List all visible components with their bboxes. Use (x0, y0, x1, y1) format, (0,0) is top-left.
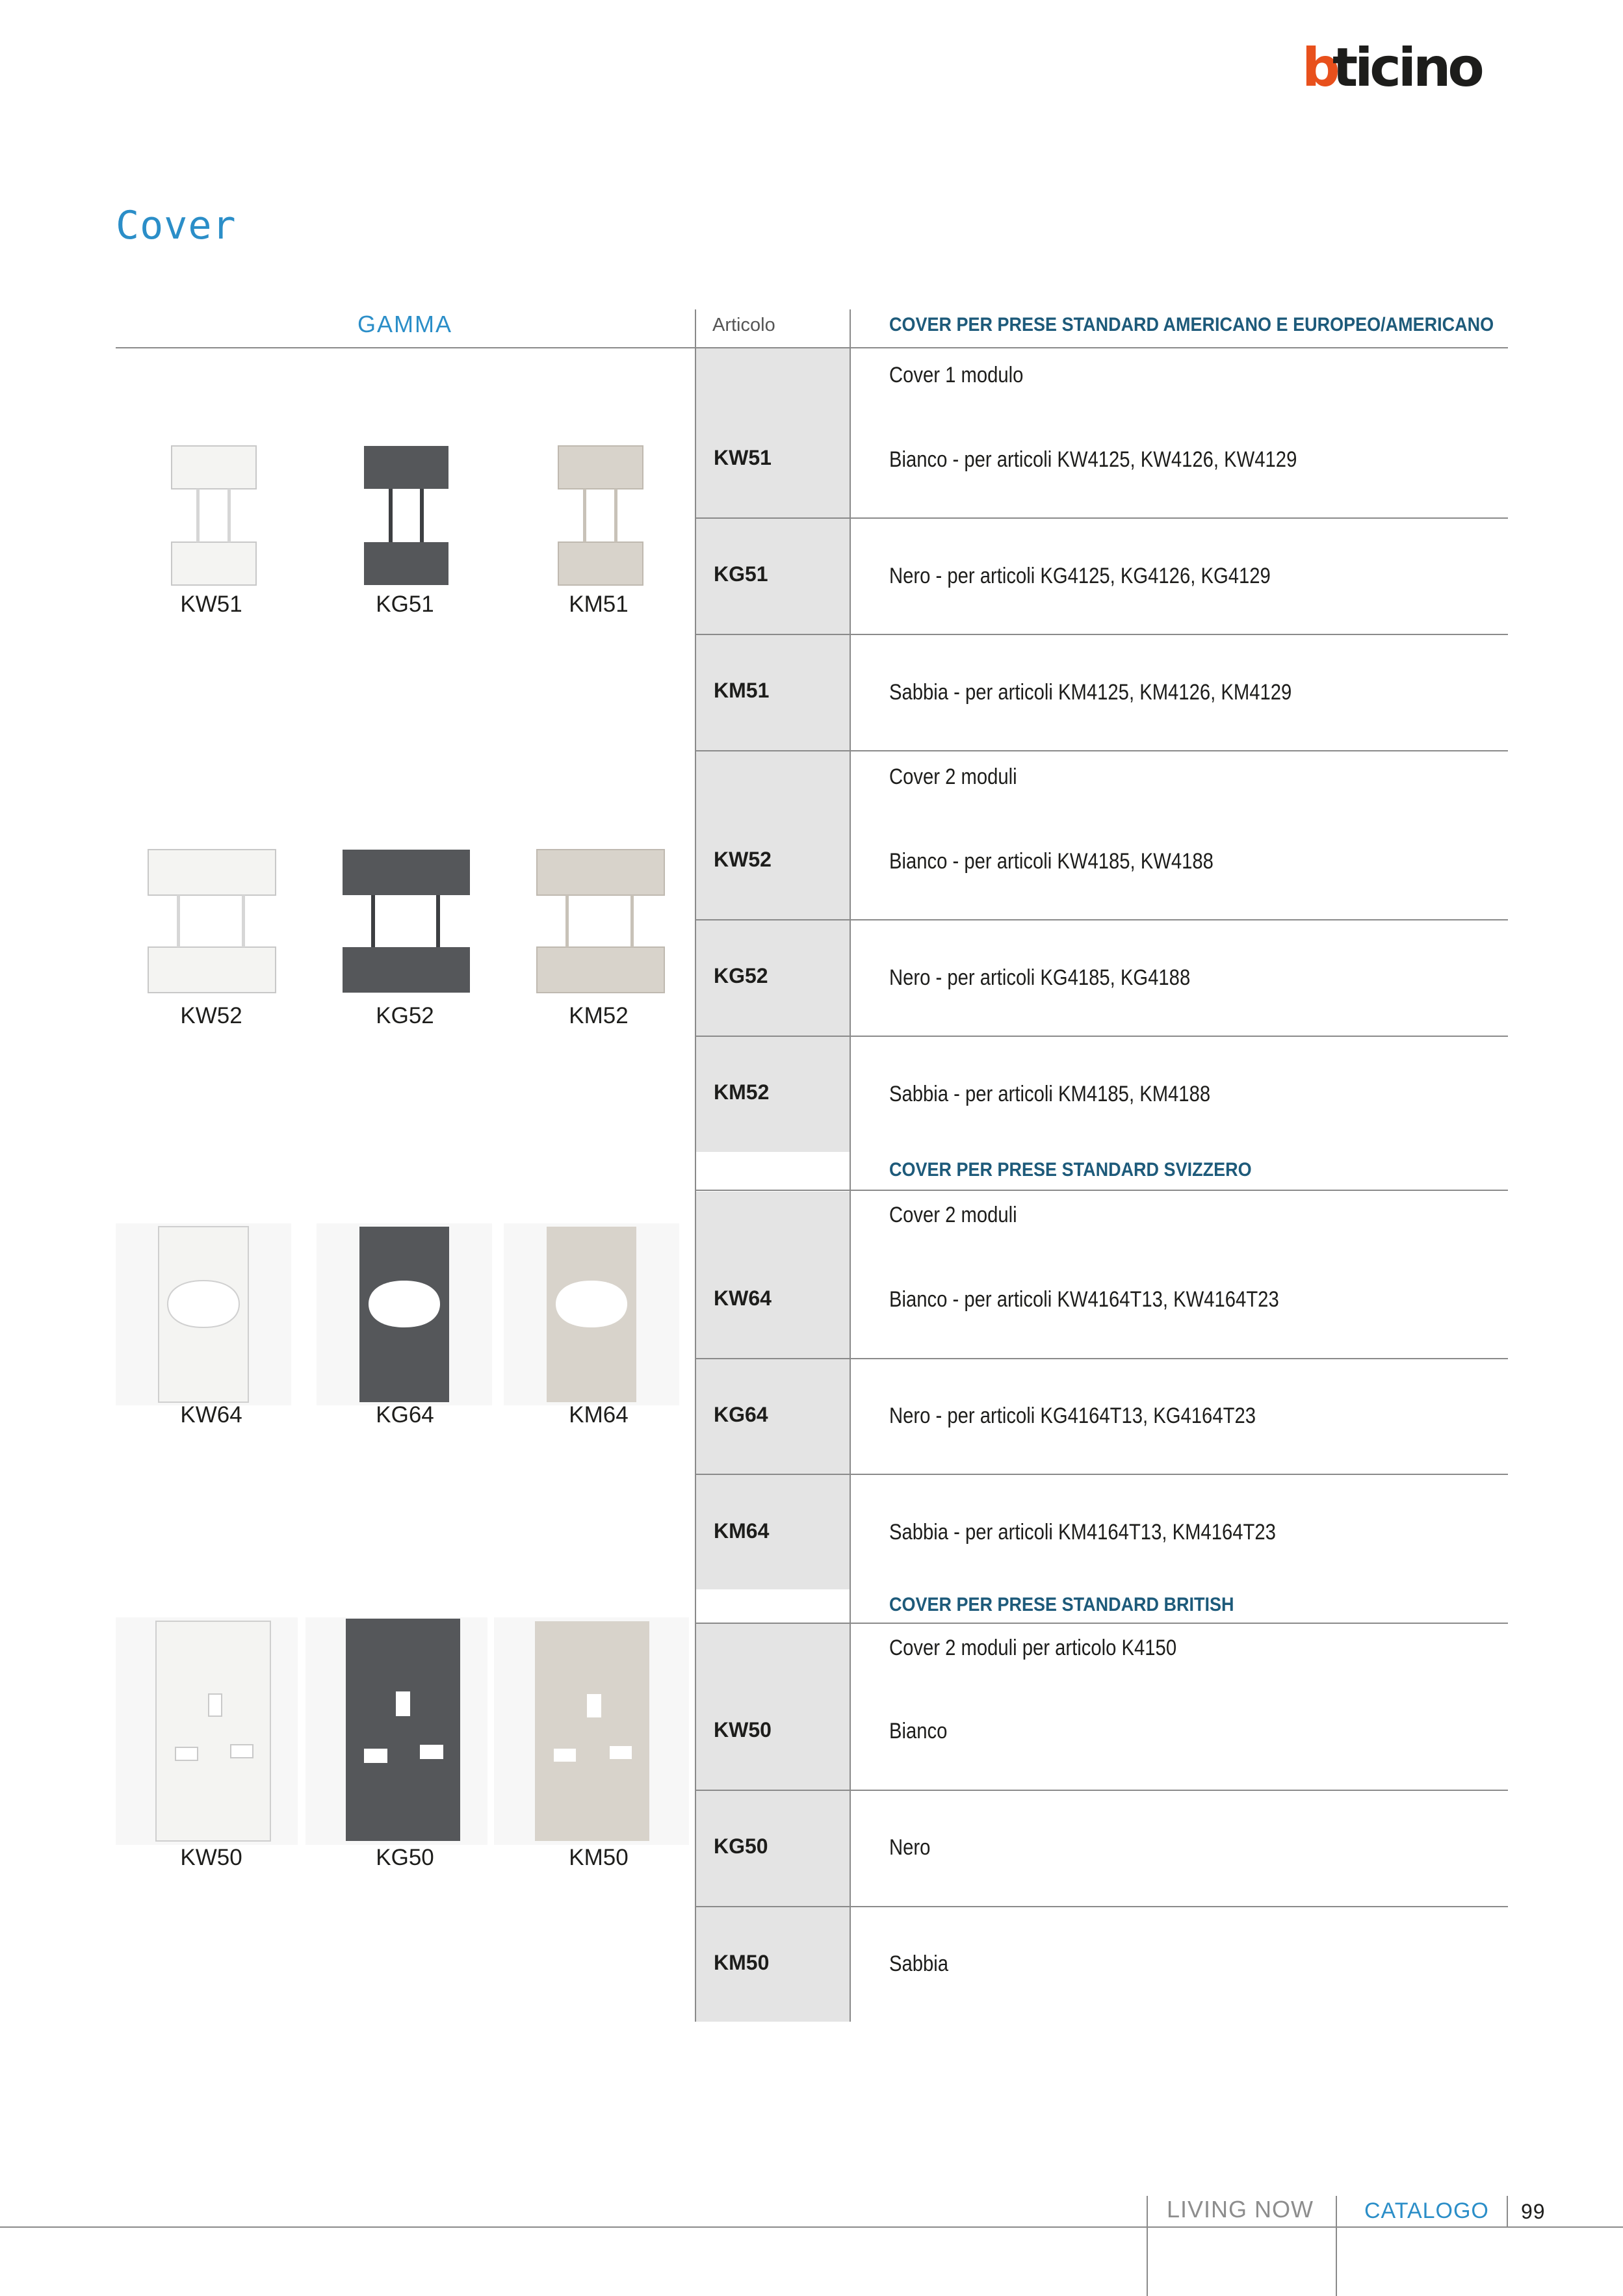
cover-kw52-image (147, 848, 277, 994)
article-description: Nero - per articoli KG4125, KG4126, KG4129 (889, 564, 1271, 588)
article-code: KW52 (714, 848, 772, 871)
gallery-label: KG51 (376, 592, 434, 617)
section-title-svizzero: COVER PER PRESE STANDARD SVIZZERO (889, 1159, 1252, 1181)
svg-text:b: b (1302, 46, 1337, 94)
footer-catalog: CATALOGO (1364, 2198, 1489, 2223)
gallery-label: KW50 (180, 1845, 242, 1870)
footer-divider (1336, 2196, 1337, 2296)
article-code: KW64 (714, 1286, 772, 1310)
cover-kg51-image (363, 445, 450, 586)
cover-kg50-image (305, 1617, 487, 1845)
article-description: Bianco - per articoli KW4164T13, KW4164T23 (889, 1287, 1279, 1312)
row-separator (696, 634, 1508, 635)
gallery-label: KM51 (569, 592, 629, 617)
subtitle-cover-2-moduli: Cover 2 moduli (889, 1203, 1017, 1227)
subtitle-cover-1-modulo: Cover 1 modulo (889, 363, 1024, 387)
row-separator (696, 1190, 1508, 1191)
cover-km51-image (557, 445, 644, 586)
article-code: KG50 (714, 1834, 768, 1858)
gallery-label: KG64 (376, 1402, 434, 1428)
page-title: Cover (116, 203, 237, 248)
section-title-british: COVER PER PRESE STANDARD BRITISH (889, 1594, 1234, 1615)
article-description: Nero - per articoli KG4164T13, KG4164T23 (889, 1403, 1256, 1428)
gallery-label: KM64 (569, 1402, 629, 1428)
gallery-label: KW52 (180, 1003, 242, 1028)
article-description: Bianco - per articoli KW4185, KW4188 (889, 849, 1214, 874)
row-separator (696, 750, 1508, 751)
subtitle-cover-2-moduli: Cover 2 moduli (889, 764, 1017, 789)
svg-text:ticino: ticino (1332, 46, 1481, 94)
gamma-header: GAMMA (357, 311, 452, 337)
row-separator (696, 919, 1508, 920)
row-separator (696, 517, 1508, 519)
cover-km52-image (536, 848, 666, 994)
section-title-americano: COVER PER PRESE STANDARD AMERICANO E EUROPEO/AMERICANO (889, 314, 1494, 335)
row-separator (696, 1474, 1508, 1475)
article-code: KM64 (714, 1519, 770, 1543)
footer-rule (0, 2226, 1623, 2228)
article-description: Bianco - per articoli KW4125, KW4126, KW4129 (889, 447, 1297, 472)
article-description: Sabbia (889, 1951, 949, 1976)
article-code: KM50 (714, 1951, 770, 1974)
bticino-logo (1302, 46, 1510, 94)
cover-km50-image (494, 1617, 689, 1845)
article-code: KW51 (714, 446, 772, 469)
footer-divider (1507, 2196, 1508, 2226)
article-code: KM51 (714, 679, 770, 702)
column-divider-left (695, 309, 696, 2022)
cover-kw51-image (170, 445, 257, 586)
article-code: KW50 (714, 1718, 772, 1742)
articolo-header: Articolo (712, 315, 775, 335)
gallery-label: KG52 (376, 1003, 434, 1028)
gallery-label: KW51 (180, 592, 242, 617)
cover-km64-image (504, 1223, 679, 1405)
column-divider-right (850, 309, 851, 2022)
page-number: 99 (1521, 2200, 1546, 2223)
gallery-label: KW64 (180, 1402, 242, 1428)
article-code: KM52 (714, 1080, 770, 1104)
row-separator (696, 1358, 1508, 1359)
article-description: Sabbia - per articoli KM4164T13, KM4164T23 (889, 1520, 1276, 1545)
footer-series: LIVING NOW (1167, 2196, 1314, 2223)
article-description: Nero (889, 1835, 931, 1860)
gallery-label: KG50 (376, 1845, 434, 1870)
row-separator (696, 1906, 1508, 1907)
cover-kw64-image (116, 1223, 291, 1405)
gallery-label: KM50 (569, 1845, 629, 1870)
article-description: Nero - per articoli KG4185, KG4188 (889, 965, 1191, 990)
article-code: KG64 (714, 1403, 768, 1426)
article-description: Bianco (889, 1719, 948, 1743)
row-separator (696, 1036, 1508, 1037)
article-code: KG51 (714, 562, 768, 586)
cover-kg64-image (317, 1223, 492, 1405)
cover-kw50-image (116, 1617, 298, 1845)
footer-divider (1147, 2196, 1148, 2296)
article-description: Sabbia - per articoli KM4185, KM4188 (889, 1082, 1211, 1106)
gallery-label: KM52 (569, 1003, 629, 1028)
article-code: KG52 (714, 964, 768, 987)
row-separator (696, 1623, 1508, 1624)
row-separator (696, 1790, 1508, 1791)
cover-kg52-image (341, 848, 471, 994)
article-description: Sabbia - per articoli KM4125, KM4126, KM4129 (889, 680, 1292, 705)
subtitle-cover-british: Cover 2 moduli per articolo K4150 (889, 1636, 1177, 1660)
